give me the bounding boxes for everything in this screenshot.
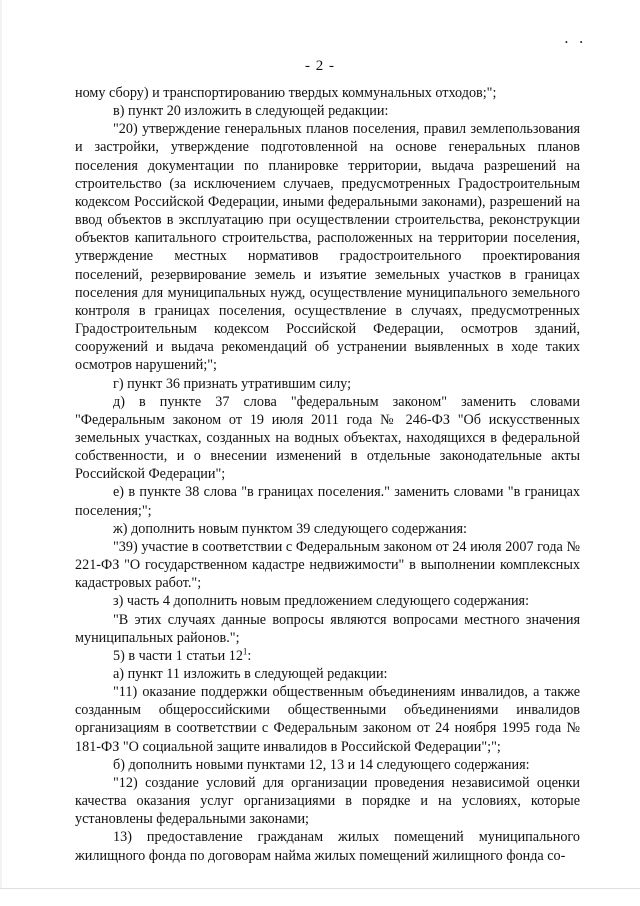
scan-edge: [0, 0, 2, 905]
superscript: 1: [242, 646, 248, 657]
paragraph: "20) утверждение генеральных планов поселения, правил землепользования и застройки, утверждение подготовленной на основе генеральных планов поселения документации по планировке территории, выдача разрешений на строительство (за исключением случаев, предусмотренных Градостроительным кодексом Российской Федерации, иными федеральными законами), разрешений на ввод объектов в эксплуатацию при осуществлении строительства, реконструкции объектов капитального строительства, расположенных на территории поселения, утверждение местных нормативов градостроительного проектирования поселений, резервирование земель и изъятие земельных участков в границах поселения для муниципальных нужд, осуществление муниципального земельного контроля в границах поселения, осуществление в случаях, предусмотренных Градостроительным кодексом Российской Федерации, осмотров зданий, сооружений и выдача рекомендаций об устранении выявленных в ходе таких осмотров нарушений;";: [75, 121, 580, 374]
paragraph: г) пункт 36 признать утратившим силу;: [113, 375, 352, 392]
paragraph: 13) предоставление гражданам жилых помещений муниципального жилищного фонда по договорам найма жилых помещений жилищного фонда со-: [75, 829, 580, 864]
paragraph: ж) дополнить новым пунктом 39 следующего содержания:: [113, 520, 467, 537]
paragraph: д) в пункте 37 слова "федеральным законом" заменить словами "Федеральным законом от 19 июля 2011 года № 246-ФЗ "Об искусственных земельных участках, созданных на водных объектах, находящихся в федеральной собственности, и о внесении изменений в отдельные законодательные акты Российской Федерации";: [75, 393, 580, 483]
paragraph: е) в пункте 38 слова "в границах поселения." заменить словами "в границах поселения;";: [75, 484, 580, 519]
paragraph: а) пункт 11 изложить в следующей редакции:: [113, 666, 388, 682]
paragraph: "11) оказание поддержки общественным объединениям инвалидов, а также созданным общероссийскими общественными объединениями инвалидов организациям в соответствии с Федеральным законом от 24 ноября 1995 года № 181-ФЗ "О социальной защите инвалидов в Российской Федерации";";: [75, 684, 580, 755]
scan-specks: • •: [565, 38, 583, 47]
scan-bottom-edge: [0, 888, 640, 906]
document-body: [75, 84, 580, 865]
paragraph: "12) создание условий для организации проведения независимой оценки качества оказания услуг организациями в порядке и на условиях, которые установлены федеральными законами;: [75, 774, 580, 828]
paragraph: "В этих случаях данные вопросы являются вопросами местного значения муниципальных районов.";: [75, 611, 580, 646]
paragraph: з) часть 4 дополнить новым предложением следующего содержания:: [113, 593, 530, 610]
paragraph-text-end: :: [247, 647, 252, 664]
paragraph: "39) участие в соответствии с Федеральным законом от 24 июля 2007 года № 221-ФЗ "О государственном кадастре недвижимости" в выполнении комплексных кадастровых работ.";: [75, 538, 580, 592]
page-number: - 2 -: [305, 58, 335, 74]
paragraph: [75, 647, 580, 665]
paragraph-text: 5) в части 1 статьи 12: [113, 647, 243, 664]
paragraph: в) пункт 20 изложить в следующей редакции:: [113, 103, 389, 120]
paragraph: б) дополнить новыми пунктами 12, 13 и 14 следующего содержания:: [113, 756, 530, 773]
paragraph: ному сбору) и транспортированию твердых коммунальных отходов;";: [75, 85, 497, 101]
